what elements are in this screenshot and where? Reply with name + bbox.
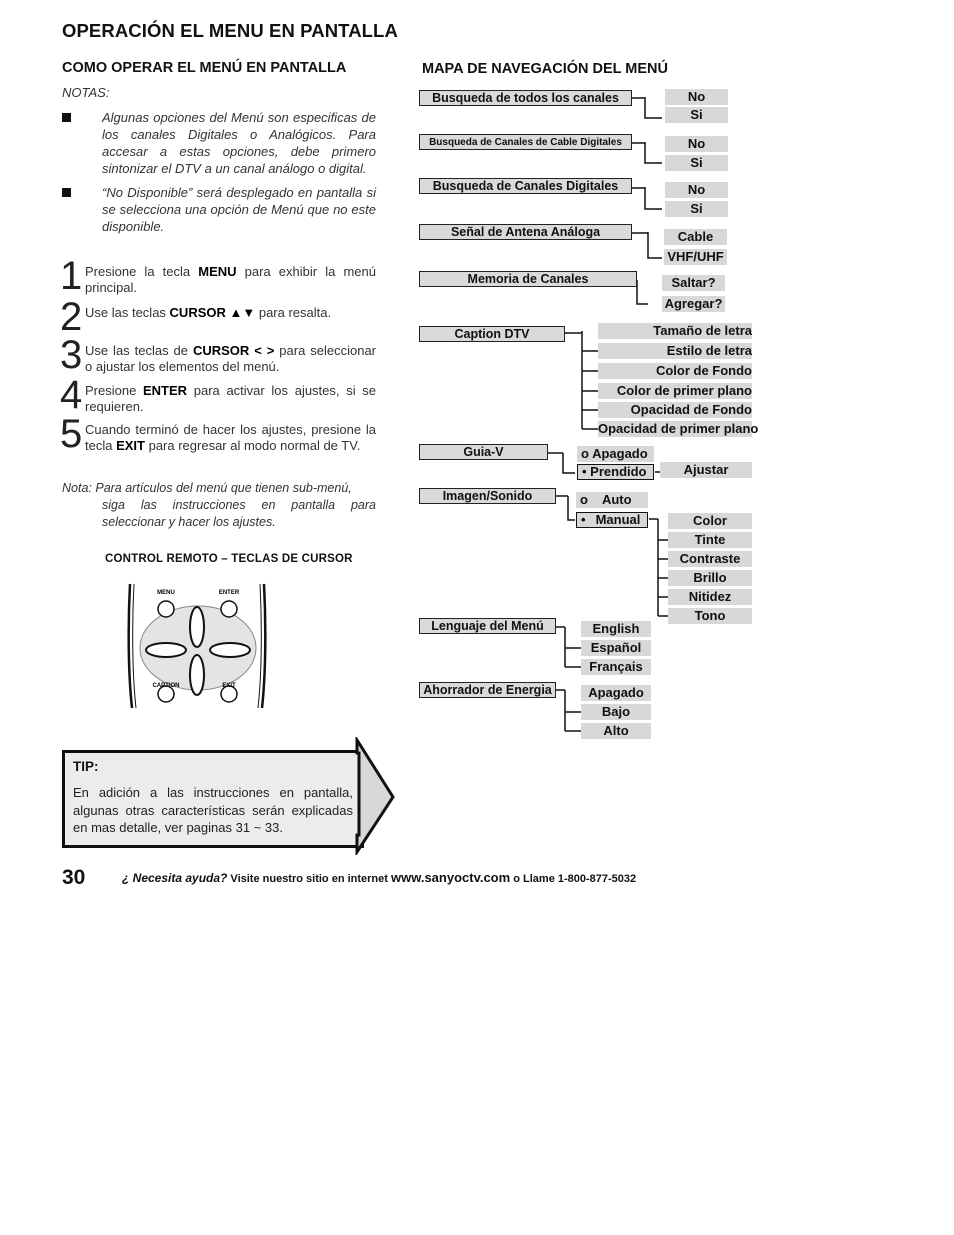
page-title: OPERACIÓN EL MENU EN PANTALLA xyxy=(62,20,398,41)
map-heading: MAPA DE NAVEGACIÓN DEL MENÚ xyxy=(422,61,668,77)
remote-label-menu: MENU xyxy=(157,590,175,596)
option-no: No xyxy=(665,136,728,152)
option-opacidad-fondo: Opacidad de Fondo xyxy=(598,402,752,418)
option-no: No xyxy=(665,182,728,198)
option-agregar: Agregar? xyxy=(662,296,725,312)
option-opacidad-primer-plano: Opacidad de primer plano xyxy=(598,421,759,436)
radio-filled-icon: • xyxy=(581,512,586,527)
option-nitidez: Nitidez xyxy=(668,589,752,605)
option-auto-label: Auto xyxy=(601,492,632,507)
menu-item-guia-v: Guia-V xyxy=(419,444,548,460)
menu-item-busqueda-todos: Busqueda de todos los canales xyxy=(419,90,632,106)
menu-item-lenguaje: Lenguaje del Menú xyxy=(419,618,556,634)
nota-text-rest: siga las instrucciones en pantalla para seleccionar y hacer los ajustes. xyxy=(102,498,376,529)
step-text: para regresar al modo normal de TV. xyxy=(144,438,361,453)
help-text: ¿ Necesita ayuda? xyxy=(122,871,228,885)
visit-text: Visite nuestro sitio en internet xyxy=(227,873,391,885)
step-key: CURSOR < > xyxy=(192,343,275,358)
option-vhf-uhf: VHF/UHF xyxy=(664,249,727,265)
menu-item-busqueda-cable-digitales: Busqueda de Canales de Cable Digitales xyxy=(419,134,632,150)
option-no: No xyxy=(665,89,728,105)
step-number: 5 xyxy=(60,412,83,456)
remote-label-caption: CAPTION xyxy=(152,683,180,689)
option-brillo: Brillo xyxy=(668,570,752,586)
step-text: para activar los ajustes, si se requieren. xyxy=(85,383,376,414)
option-tamano-letra: Tamaño de letra xyxy=(598,323,752,339)
option-si: Si xyxy=(665,155,728,171)
step-number: 1 xyxy=(60,254,83,298)
menu-item-senal-antena: Señal de Antena Análoga xyxy=(419,224,632,240)
step-text: para seleccionar o ajustar los elementos del menú. xyxy=(85,343,377,374)
option-alto: Alto xyxy=(581,723,651,739)
menu-item-imagen-sonido: Imagen/Sonido xyxy=(419,488,556,504)
note-text: Algunas opciones del Menú son especificas de los canales Digitales o Analógicos. Para accesar a estas opciones, debe primero sintonizar el DTV a un canal análogo o digital. xyxy=(102,110,376,176)
option-color: Color xyxy=(668,513,752,529)
option-auto xyxy=(576,492,648,508)
section-heading: COMO OPERAR EL MENÚ EN PANTALLA xyxy=(62,60,347,76)
nota-text: : Para artículos del menú que tienen sub-menú, xyxy=(88,481,352,495)
step-text: Use las teclas xyxy=(85,305,170,320)
option-bajo: Bajo xyxy=(581,704,651,720)
option-ajustar: Ajustar xyxy=(660,462,752,478)
step-number: 4 xyxy=(60,373,83,417)
option-estilo-letra: Estilo de letra xyxy=(598,343,752,359)
remote-caption: CONTROL REMOTO – TECLAS DE CURSOR xyxy=(105,553,353,565)
step-number: 3 xyxy=(60,333,83,377)
option-espanol: Español xyxy=(581,640,651,656)
step-text: Use las teclas de xyxy=(85,343,193,358)
option-apagado: o Apagado xyxy=(577,446,654,462)
option-saltar: Saltar? xyxy=(662,275,725,291)
notas-label: NOTAS: xyxy=(62,85,110,100)
phone-text: o Llame 1-800-877-5032 xyxy=(510,873,637,885)
radio-empty-icon: o xyxy=(580,492,588,507)
option-manual-label: Manual xyxy=(595,512,641,527)
option-si: Si xyxy=(665,107,728,123)
step-key: EXIT xyxy=(116,438,145,453)
menu-item-memoria-canales: Memoria de Canales xyxy=(419,271,637,287)
option-si: Si xyxy=(665,201,728,217)
website-link[interactable]: www.sanyoctv.com xyxy=(390,870,511,885)
tip-title: TIP: xyxy=(73,759,99,774)
menu-item-busqueda-digitales: Busqueda de Canales Digitales xyxy=(419,178,632,194)
option-color-fondo: Color de Fondo xyxy=(598,363,752,379)
step-number: 2 xyxy=(60,295,83,339)
menu-item-ahorrador: Ahorrador de Energia xyxy=(419,682,556,698)
option-apagado: Apagado xyxy=(581,685,651,701)
option-manual xyxy=(576,512,648,528)
step-text: Cuando terminó de hacer los ajustes, presione la tecla xyxy=(85,422,376,453)
option-prendido: • Prendido xyxy=(577,464,654,480)
tip-body: En adición a las instrucciones en pantalla, algunas otras características serán explicadas en mas detalle, ver paginas 31 ~ 33. xyxy=(73,785,353,835)
step-text: para resalta. xyxy=(255,305,332,320)
option-contraste: Contraste xyxy=(668,551,752,567)
option-francais: Français xyxy=(581,659,651,675)
option-tinte: Tinte xyxy=(668,532,752,548)
option-english: English xyxy=(581,621,651,637)
step-text: Presione xyxy=(85,383,143,398)
option-tono: Tono xyxy=(668,608,752,624)
option-color-primer-plano: Color de primer plano xyxy=(598,383,752,399)
note-text: “No Disponible” será desplegado en pantalla si se selecciona una opción de Menú que no este disponible. xyxy=(102,185,376,234)
menu-item-caption-dtv: Caption DTV xyxy=(419,326,565,342)
option-cable: Cable xyxy=(664,229,727,245)
remote-label-exit: EXIT xyxy=(222,683,236,689)
remote-label-enter: ENTER xyxy=(218,590,240,596)
step-key: CURSOR ▲▼ xyxy=(169,305,256,320)
page-number: 30 xyxy=(62,866,86,889)
step-key: MENU xyxy=(198,264,237,279)
step-text: Presione la tecla xyxy=(85,264,199,279)
step-text: para exhibir la menú principal. xyxy=(85,264,376,295)
step-key: ENTER xyxy=(143,383,188,398)
nota-label: Nota xyxy=(62,481,89,495)
